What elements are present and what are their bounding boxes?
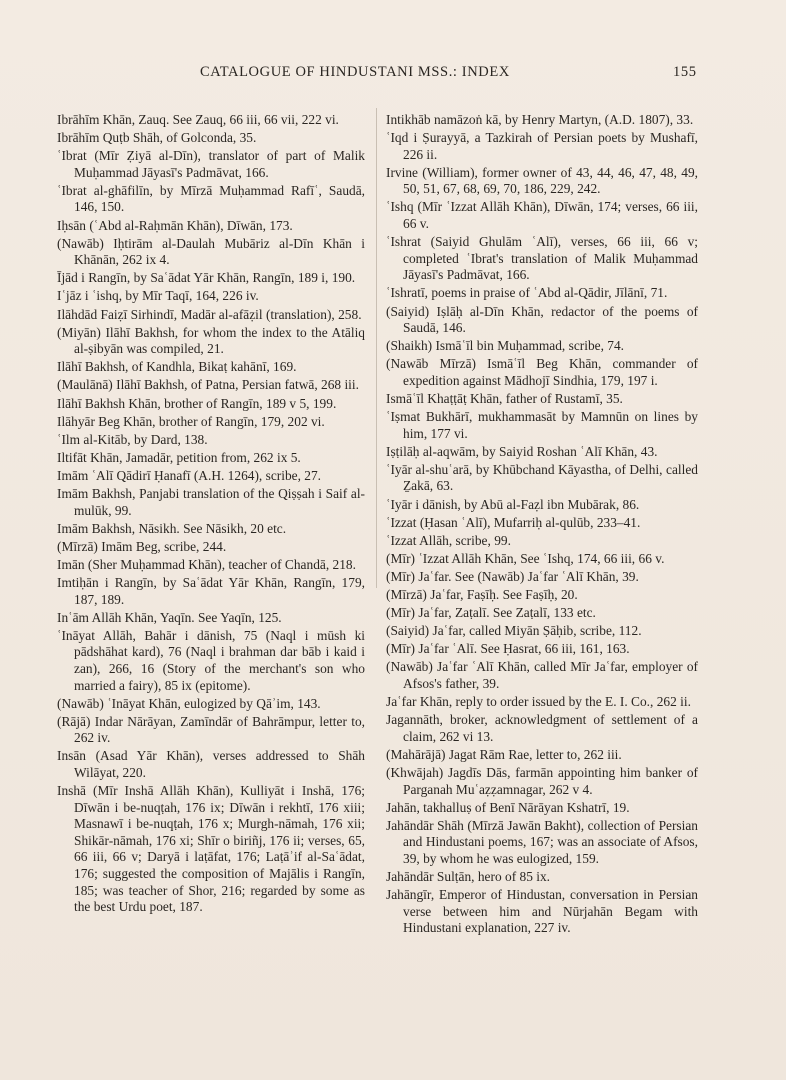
index-entry: ʿIbrat al-ghāfilīn, by Mīrzā Muḥammad Rafīʿ, Saudā, 146, 150. <box>57 182 365 215</box>
index-entry: (Mīr) Jaʿfar ʿAlī. See Ḥasrat, 66 iii, 161, 163. <box>386 641 630 657</box>
index-entry: Jahāngīr, Emperor of Hindustan, conversation in Persian verse between him and Nūrjahān Begam with Hindustani explanation, 227 iv. <box>386 887 698 936</box>
index-entry: (Mīrzā) Imām Beg, scribe, 244. <box>57 538 227 554</box>
index-entry: Imām ʿAlī Qādirī Ḥanafī (A.H. 1264), scribe, 27. <box>57 467 322 483</box>
column-divider <box>376 108 377 588</box>
index-entry: Imām Bakhsh, Panjabi translation of the Qiṣṣah i Saif al-mulūk, 99. <box>57 485 365 518</box>
index-entry: Ilāhī Bakhsh Khān, brother of Rangīn, 189 v 5, 199. <box>57 395 337 411</box>
index-entry: Jahān, takhalluṣ of Benī Nārāyan Kshatrī, 19. <box>386 799 630 815</box>
index-entry: Jahāndār Sulṭān, hero of 85 ix. <box>386 869 550 885</box>
index-entry: Jahāndār Shāh (Mīrzā Jawān Bakht), collection of Persian and Hindustani poems, 167; was an associate of Afsos, 39, by whom he was eulogized, 159. <box>386 817 698 866</box>
index-entry: Jaʿfar Khān, reply to order issued by the E. I. Co., 262 ii. <box>386 694 691 710</box>
index-entry: (Mahārājā) Jagat Rām Rae, letter to, 262 iii. <box>386 746 622 762</box>
page-number: 155 <box>673 64 697 80</box>
index-entry: (Mīr) ʿIzzat Allāh Khān, See ʿIshq, 174, 66 iii, 66 v. <box>386 550 665 566</box>
index-entry: Irvine (William), former owner of 43, 44, 46, 47, 48, 49, 50, 51, 67, 68, 69, 70, 186, 229, 242. <box>386 164 698 197</box>
index-entry: ʿIshratī, poems in praise of ʿAbd al-Qādir, Jīlānī, 71. <box>386 285 668 301</box>
index-entry: ʿIyār i dānish, by Abū al-Faẓl ibn Mubārak, 86. <box>386 496 640 512</box>
index-entry: Ilāhī Bakhsh, of Kandhla, Bikaṭ kahānī, 169. <box>57 359 297 375</box>
index-entry: (Mīrzā) Jaʿfar, Faṣīḥ. See Faṣīḥ, 20. <box>386 587 578 603</box>
index-entry: ʿInāyat Allāh, Bahār i dānish, 75 (Naql i mūsh ki pādshāhat kard), 76 (Naql i brahman dar bāb i kaid i zan), 266, 16 (Story of the merchant's son who married a fairy), 85 ix (epitome). <box>57 627 365 693</box>
index-entry: Inʿām Allāh Khān, Yaqīn. See Yaqīn, 125. <box>57 609 282 625</box>
index-entry: (Mīr) Jaʿfar. See (Nawāb) Jaʿfar ʿAlī Khān, 39. <box>386 568 639 584</box>
index-entry: Intikhāb namāzoṅ kā, by Henry Martyn, (A.D. 1807), 33. <box>386 112 694 127</box>
index-entry: Inshā (Mīr Inshā Allāh Khān), Kulliyāt i Inshā, 176; Dīwān i be-nuqṭah, 176 ix; Dīwān i rekhtī, 176 xiii; Masnawī i be-nuqṭah, 176 x; Murgh-nāmah, 176 xii; Shikār-nāmah, 176 xi; Shīr o biriñj, 176 ii; verses, 65, 66 iii, 66 v; Daryā i laṭāfat, 176; Laṭāʾif al-Saʿādat, 176; suggested the composition of Majālis i Rangīn, 185; was teacher of Shor, 216; regarded by some as the best Urdu poet, 187. <box>57 783 365 915</box>
index-column-left <box>57 112 365 917</box>
index-entry: (Shaikh) Ismāʿīl bin Muḥammad, scribe, 74. <box>386 338 625 354</box>
index-entry: Ilāhyār Beg Khān, brother of Rangīn, 179, 202 vi. <box>57 413 325 429</box>
index-entry: ʿIṣmat Bukhārī, mukhammasāt by Mamnūn on lines by him, 177 vi. <box>386 409 698 441</box>
index-entry: Imān (Sher Muḥammad Khān), teacher of Chandā, 218. <box>57 556 356 572</box>
index-entry: Insān (Asad Yār Khān), verses addressed to Shāh Wilāyat, 220. <box>57 748 365 780</box>
index-entry: (Nawāb) ʿInāyat Khān, eulogized by Qāʾim, 143. <box>57 695 321 711</box>
index-entry: Jagannāth, broker, acknowledgment of settlement of a claim, 262 vi 13. <box>386 712 698 744</box>
index-entry: (Miyān) Ilāhī Bakhsh, for whom the index to the Atāliq al-ṣibyān was compiled, 21. <box>57 324 365 357</box>
index-entry: ʿIqd i Ṣurayyā, a Tazkirah of Persian poets by Mushafī, 226 ii. <box>386 130 698 162</box>
index-entry: Iḥsān (ʿAbd al-Raḥmān Khān), Dīwān, 173. <box>57 217 293 233</box>
index-entry: ʿIyār al-shuʿarā, by Khūbchand Kāyastha, of Delhi, called Ẕakā, 63. <box>386 461 698 494</box>
index-entry: (Rājā) Indar Nārāyan, Zamīndār of Bahrāmpur, letter to, 262 iv. <box>57 713 365 746</box>
index-entry: Ījād i Rangīn, by Saʿādat Yār Khān, Rangīn, 189 i, 190. <box>57 270 356 286</box>
index-entry: Ibrāhīm Khān, Zauq. See Zauq, 66 iii, 66 vii, 222 vi. <box>57 112 339 127</box>
index-entry: Ilāhdād Faiẓī Sirhindī, Madār al-afāẓil (translation), 258. <box>57 306 362 322</box>
index-entry: ʿIlm al-Kitāb, by Dard, 138. <box>57 431 208 447</box>
index-entry: Imām Bakhsh, Nāsikh. See Nāsikh, 20 etc. <box>57 520 287 536</box>
index-entry: Iltifāt Khān, Jamadār, petition from, 262 ix 5. <box>57 449 301 465</box>
page-title: CATALOGUE OF HINDUSTANI MSS.: INDEX <box>200 64 510 80</box>
index-entry: ʿIshrat (Saiyid Ghulām ʿAlī), verses, 66 iii, 66 v; completed ʿIbrat's translation of Malik Muḥammad Jāyasī's Padmāvat, 166. <box>386 234 698 283</box>
index-entry: ʿIzzat Allāh, scribe, 99. <box>386 532 511 548</box>
index-entry: (Nawāb) Iḥtirām al-Daulah Mubāriz al-Dīn Khān i Khānān, 262 ix 4. <box>57 235 365 268</box>
index-entry: (Nawāb) Jaʿfar ʿAlī Khān, called Mīr Jaʿfar, employer of Afsos's father, 39. <box>386 659 698 691</box>
index-entry: (Khwājah) Jagdīs Dās, farmān appointing him banker of Parganah Muʿaẓẓamnagar, 262 v 4. <box>386 764 698 797</box>
index-entry: Iʿjāz i ʿishq, by Mīr Taqī, 164, 226 iv. <box>57 288 259 304</box>
index-entry: Ismāʿīl Khaṭṭāṭ Khān, father of Rustamī, 35. <box>386 391 623 406</box>
index-entry: ʿIbrat (Mīr Ẓiyā al-Dīn), translator of part of Malik Muḥammad Jāyasī's Padmāvat, 166. <box>57 148 365 180</box>
index-entry: Iṣṭilāḥ al-aqwām, by Saiyid Roshan ʿAlī Khān, 43. <box>386 443 658 459</box>
index-entry: (Maulānā) Ilāhī Bakhsh, of Patna, Persian fatwā, 268 iii. <box>57 377 359 393</box>
index-entry: (Nawāb Mīrzā) Ismāʿīl Beg Khān, commander of expedition against Mādhojī Sindhia, 179, 197 i. <box>386 356 698 388</box>
index-entry: ʿIzzat (Ḥasan ʿAlī), Mufarriḥ al-qulūb, 233–41. <box>386 514 641 530</box>
index-entry: Ibrāhīm Quṭb Shāh, of Golconda, 35. <box>57 130 257 146</box>
index-entry: (Saiyid) Iṣlāḥ al-Dīn Khān, redactor of the poems of Saudā, 146. <box>386 303 698 336</box>
index-entry: (Saiyid) Jaʿfar, called Miyān Ṣāḥib, scribe, 112. <box>386 623 642 639</box>
index-entry: (Mīr) Jaʿfar, Zaṭalī. See Zaṭalī, 133 etc. <box>386 605 596 621</box>
index-entry: Imtiḥān i Rangīn, by Saʿādat Yār Khān, Rangīn, 179, 187, 189. <box>57 574 365 607</box>
index-column-right <box>386 112 698 938</box>
index-entry: ʿIshq (Mīr ʿIzzat Allāh Khān), Dīwān, 174; verses, 66 iii, 66 v. <box>386 199 698 232</box>
